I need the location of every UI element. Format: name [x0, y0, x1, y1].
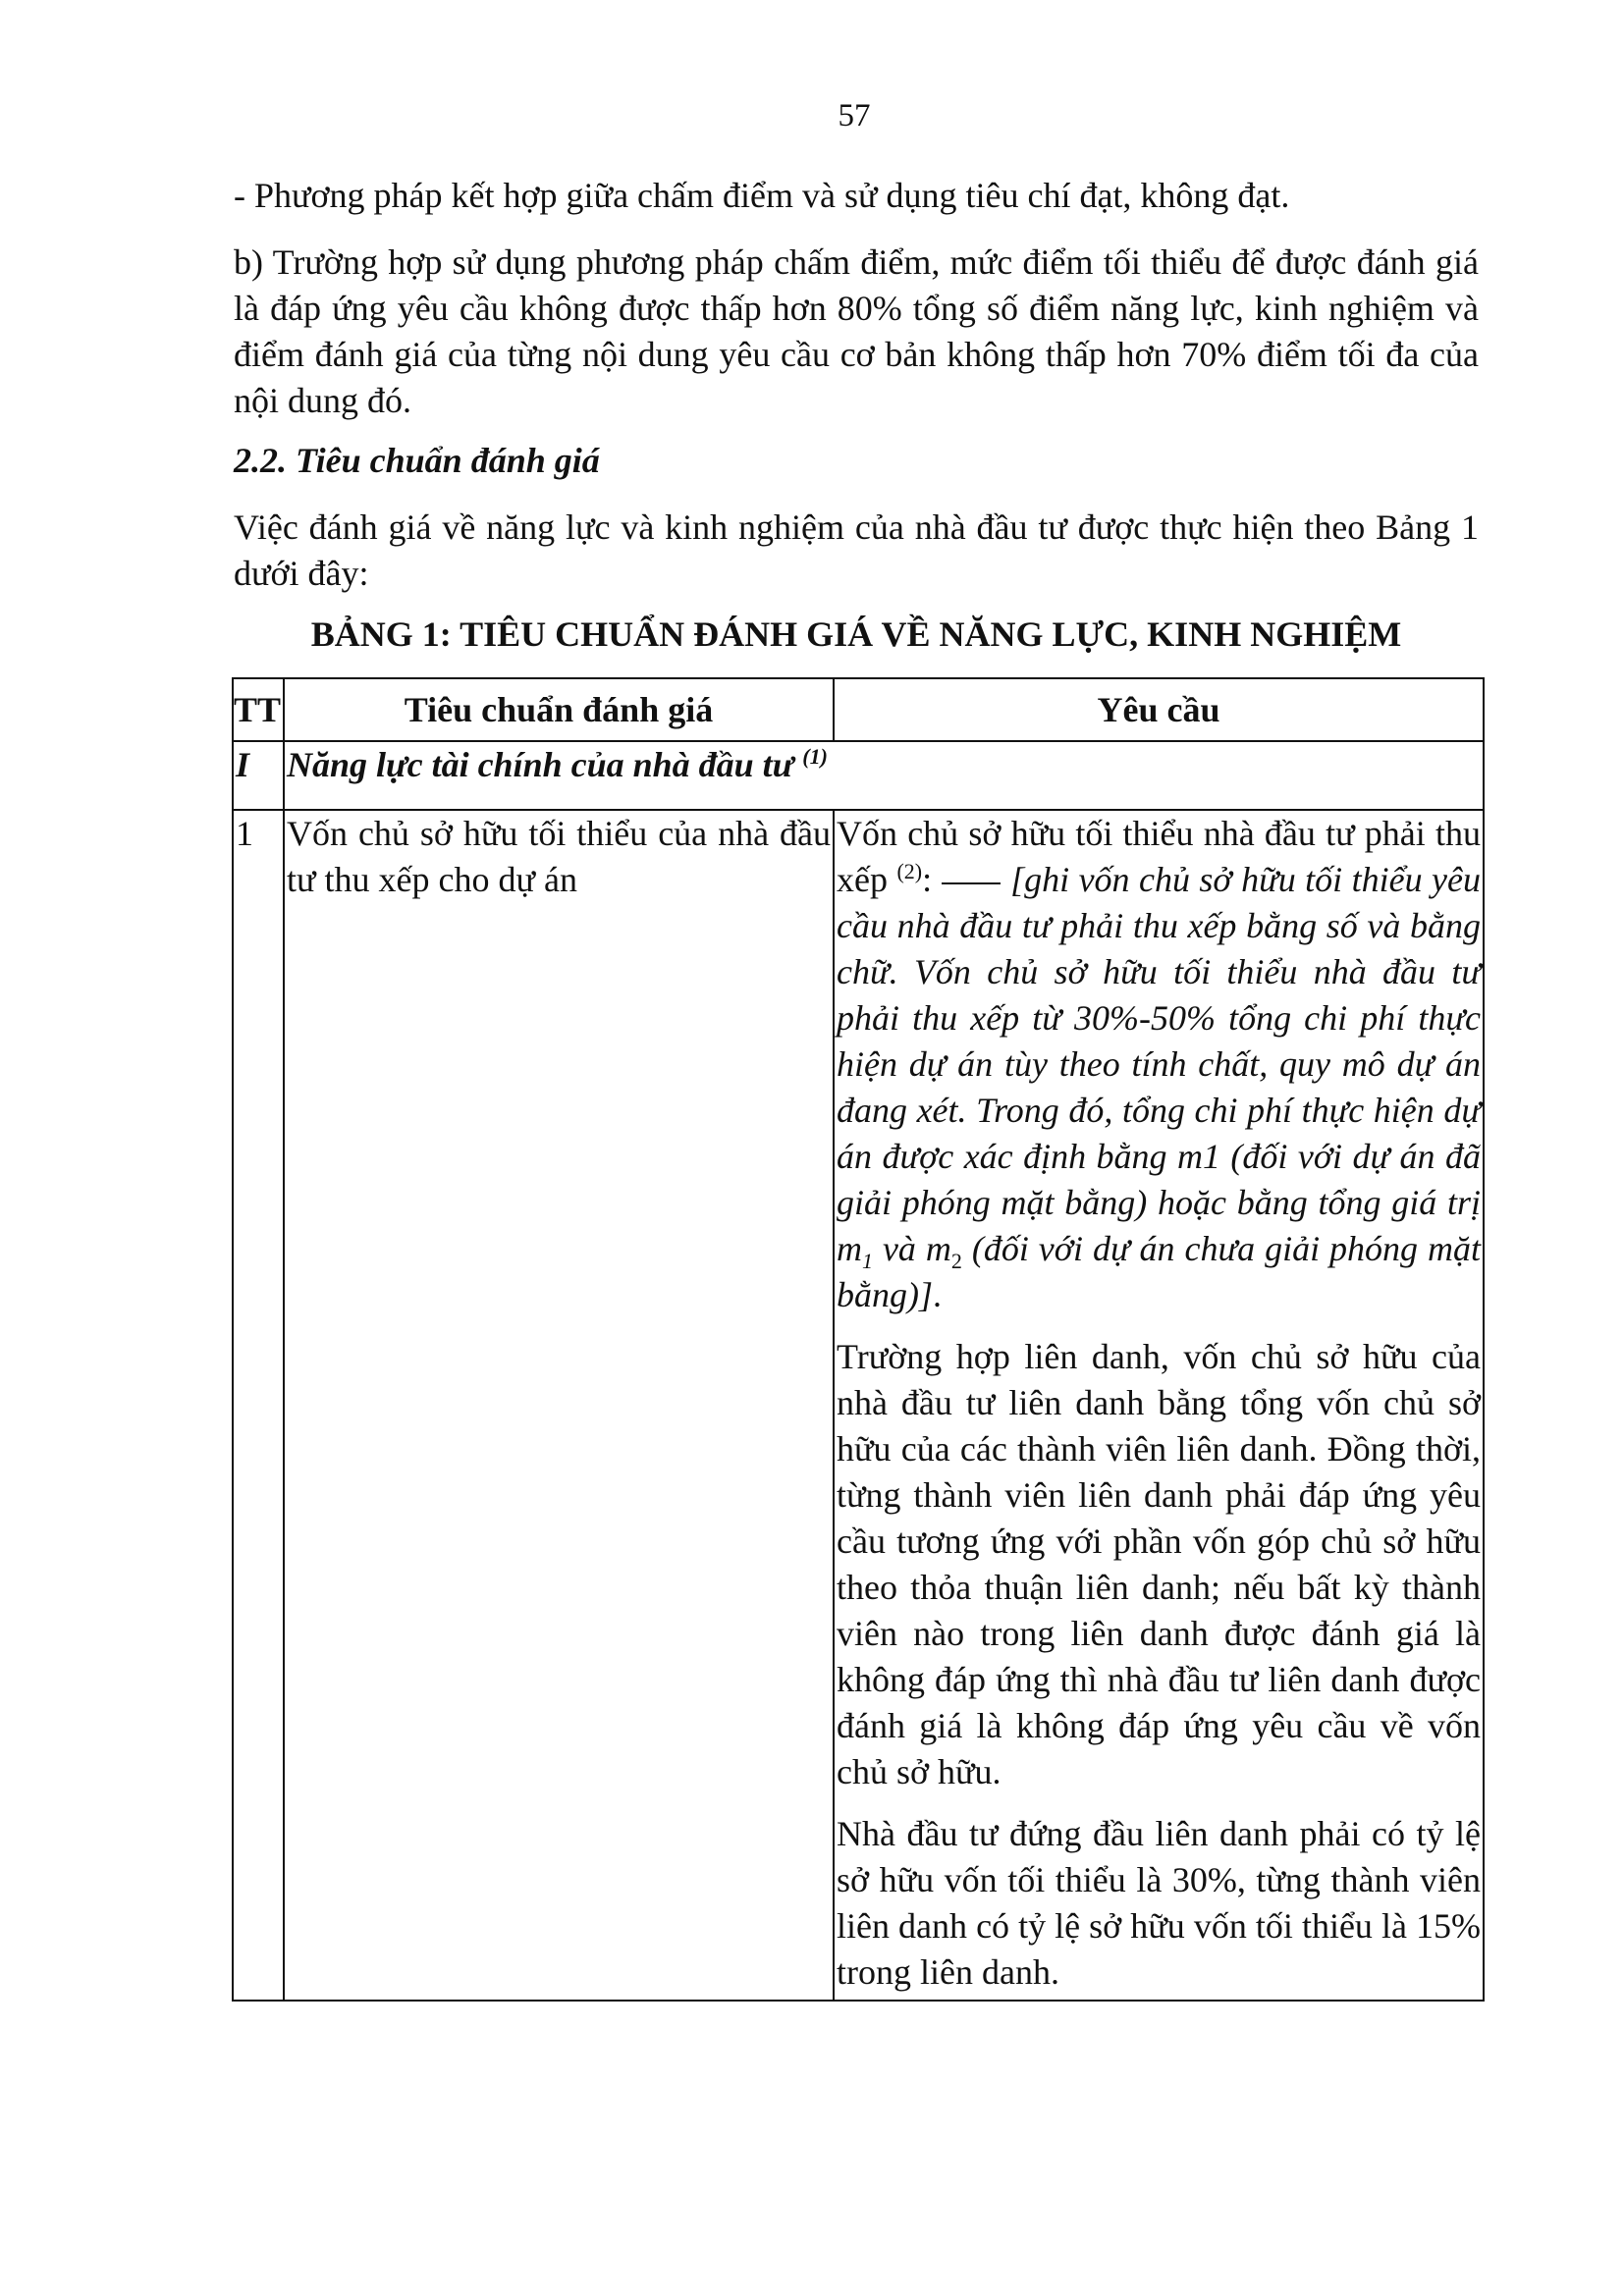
- blank-line-rule: [942, 882, 1001, 884]
- requirement-paragraph-3: Nhà đầu tư đứng đầu liên danh phải có tỷ lệ sở hữu vốn tối thiểu là 30%, từng thành viên liên danh có tỷ lệ sở hữu vốn tối thiểu là 15% trong liên danh.: [837, 1814, 1481, 1992]
- subscript-1: 1: [862, 1249, 873, 1274]
- table-intro-paragraph: Việc đánh giá về năng lực và kinh nghiệm của nhà đầu tư được thực hiện theo Bảng 1 dưới đây:: [234, 507, 1479, 593]
- section-index: I: [233, 741, 284, 810]
- table-title: BẢNG 1: TIÊU CHUẨN ĐÁNH GIÁ VỀ NĂNG LỰC, KINH NGHIỆM: [310, 614, 1402, 654]
- row-requirement: [834, 810, 1484, 2001]
- header-criteria: Tiêu chuẩn đánh giá: [284, 678, 834, 741]
- row-criteria: Vốn chủ sở hữu tối thiểu của nhà đầu tư thu xếp cho dự án: [284, 810, 834, 2001]
- section-label-cell: [284, 741, 1484, 810]
- header-requirement: Yêu cầu: [834, 678, 1484, 741]
- requirement-placeholder-c: (đối với dự án chưa giải phóng mặt bằng)]: [837, 1229, 1482, 1314]
- header-tt: TT: [233, 678, 284, 741]
- paragraph-b: b) Trường hợp sử dụng phương pháp chấm điểm, mức điểm tối thiểu để được đánh giá là đáp ứng yêu cầu không được thấp hơn 80% tổng số điểm năng lực, kinh nghiệm và điểm đánh giá của từng nội dung yêu cầu cơ bản không thấp hơn 70% điểm tối đa của nội dung đó.: [234, 242, 1479, 420]
- criteria-table: [232, 677, 1485, 2002]
- requirement-colon: :: [922, 860, 933, 899]
- requirement-footnote-mark: (2): [896, 859, 923, 883]
- requirement-placeholder-a: [ghi vốn chủ sở hữu tối thiểu yêu cầu nhà đầu tư phải thu xếp bằng số và bằng chữ. Vốn chủ sở hữu tối thiểu nhà đầu tư phải thu xếp từ 30%-50% tổng chi phí thực hiện dự án tùy theo tính chất, quy mô dự án đang xét. Trong đó, tổng chi phí thực hiện dự án được xác định bằng m1 (đối với dự án đã giải phóng mặt bằng) hoặc bằng tổng giá trị m: [837, 860, 1481, 1268]
- table-row: [233, 810, 1484, 2001]
- requirement-placeholder-b: và m: [873, 1229, 951, 1268]
- section-heading: 2.2. Tiêu chuẩn đánh giá: [234, 441, 600, 480]
- table-header-row: [233, 678, 1484, 741]
- requirement-paragraph-1: [837, 811, 1481, 1318]
- requirement-period: .: [933, 1275, 942, 1314]
- row-index: 1: [233, 810, 284, 2001]
- page-number: 57: [838, 98, 871, 133]
- requirement-paragraph-2: Trường hợp liên danh, vốn chủ sở hữu của nhà đầu tư liên danh bằng tổng vốn chủ sở hữu của các thành viên liên danh. Đồng thời, từng thành viên liên danh phải đáp ứng yêu cầu tương ứng với phần vốn góp chủ sở hữu theo thỏa thuận liên danh; nếu bất kỳ thành viên nào trong liên danh được đánh giá là không đáp ứng thì nhà đầu tư liên danh được đánh giá là không đáp ứng yêu cầu về vốn chủ sở hữu.: [837, 1337, 1481, 1791]
- section-label: Năng lực tài chính của nhà đầu tư: [287, 745, 794, 784]
- subscript-2: 2: [950, 1249, 962, 1274]
- method-bullet: - Phương pháp kết hợp giữa chấm điểm và sử dụng tiêu chí đạt, không đạt.: [234, 176, 1290, 215]
- table-section-row: [233, 741, 1484, 810]
- section-footnote-mark: (1): [802, 744, 828, 769]
- requirement-lead: Vốn chủ sở hữu tối thiểu nhà đầu tư phải thu xếp: [837, 814, 1481, 899]
